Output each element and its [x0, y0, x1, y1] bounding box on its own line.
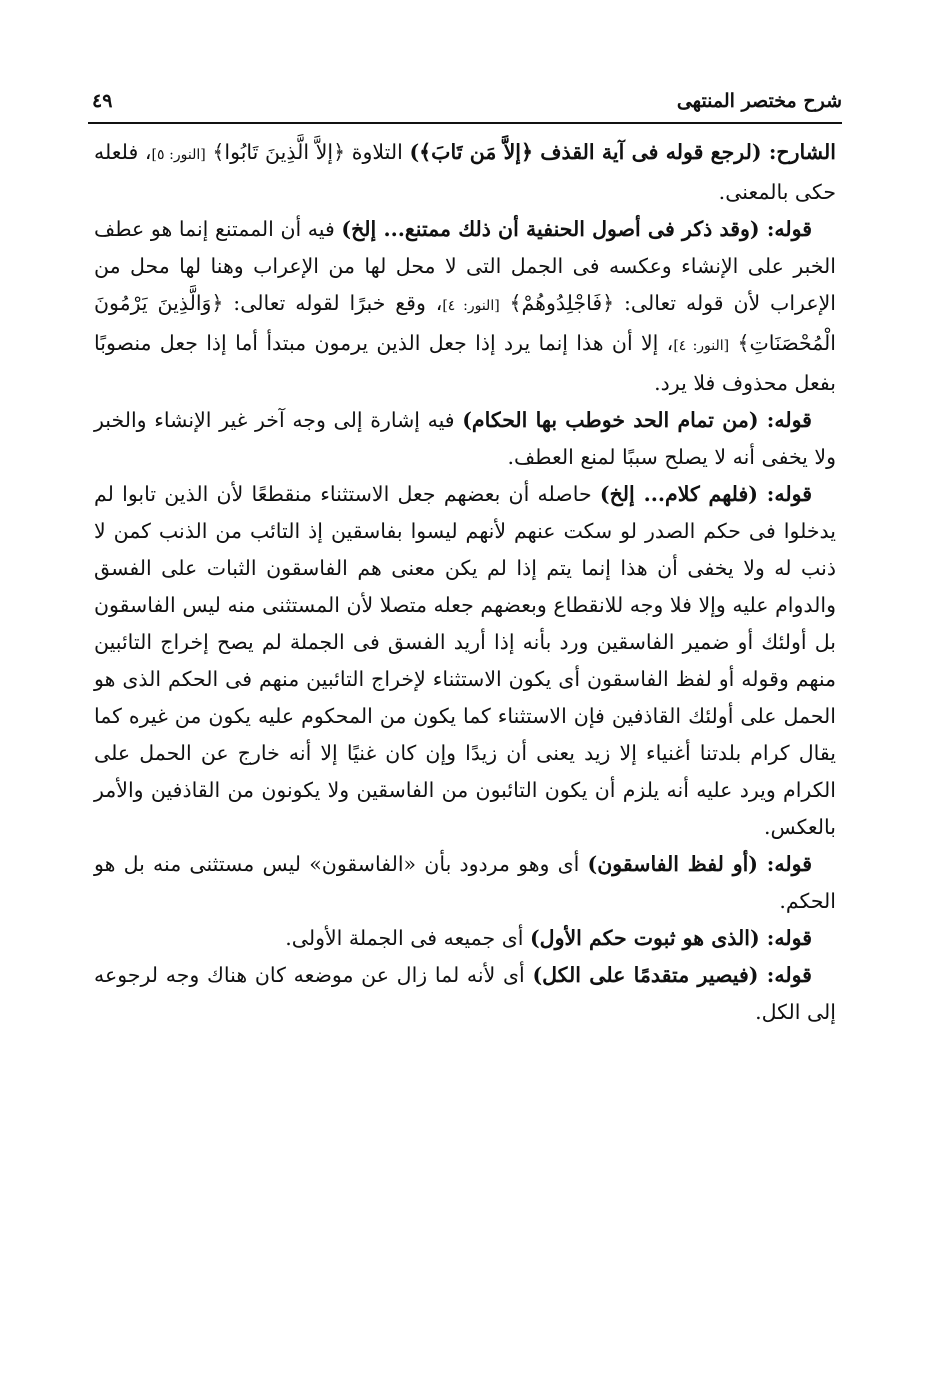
paragraph-text: أى وهو مردود بأن «الفاسقون» ليس مستثنى منه بل هو الحكم.	[94, 852, 836, 913]
paragraph-6	[94, 920, 836, 957]
paragraph-lead: قوله: (وقد ذكر فى أصول الحنفية أن ذلك ممتنع... إلخ)	[341, 217, 813, 241]
paragraph-lead: قوله: (فيصير متقدمًا على الكل)	[532, 963, 812, 987]
paragraph-text: التلاوة ﴿إلاَّ الَّذِينَ تَابُوا﴾	[205, 140, 410, 164]
header-rule	[88, 122, 842, 124]
paragraph-text: ، إلا أن هذا إنما يرد إذا جعل الذين يرمون مبتدأ أما إذا جعل منصوبًا بفعل محذوف فلا يرد.	[94, 331, 836, 395]
paragraph-text: ، فلعله حكى بالمعنى.	[94, 140, 836, 204]
paragraph-4	[94, 476, 836, 846]
paragraph-text: حاصله أن بعضهم جعل الاستثناء منقطعًا لأن الذين تابوا لم يدخلوا فى حكم الصدر لو سكت عنهم لأنهم ليسوا بفاسقين إذ التائب من الذنب كمن لا ذنب له ولا يخفى أن هذا إنما يتم إذا لم يكن معنى هم الفاسقون الثبات على الفسق والدوام عليه وإلا فلا وجه للانقطاع وبعضهم جعله متصلا لأن المستثنى منه ليس الفاسقون بل أولئك أو ضمير الفاسقين ورد بأنه إذا أريد الفسق فى الجملة لم يصح إخراج التائبين منهم وقوله أو لفظ الفاسقون أى يكون الاستثناء لإخراج التائبين منهم فى الحكم الذى هو الحمل على أولئك القاذفين فإن الاستثناء كما يكون من المحكوم عليه يكون من غيره كما يقال كرام بلدتنا أغنياء إلا زيد يعنى أن زيدًا وإن كان غنيًا إلا أنه خارج عن الحمل على الكرام ويرد عليه أنه يلزم أن يكون التائبون من الفاسقين ولا يكونون من القاذفين والأمر بالعكس.	[94, 482, 836, 839]
running-title: شرح مختصر المنتهى	[676, 90, 842, 112]
paragraph-lead: قوله: (من تمام الحد خوطب بها الحكام)	[462, 408, 812, 432]
quran-citation: [النور: ٥]	[151, 147, 206, 163]
paragraph-text: فيه أن الممتنع إنما هو عطف الخبر على الإنشاء وعكسه فى الجمل التى لا محل لها من الإعراب وهنا لها محل من الإعراب لأن قوله تعالى: ﴿فَاجْلِدُوهُمْ﴾	[94, 217, 836, 315]
paragraph-lead: قوله: (أو لفظ الفاسقون)	[587, 852, 813, 876]
paragraph-2	[94, 211, 836, 402]
paragraph-7	[94, 957, 836, 1031]
quran-citation: [النور: ٤]	[442, 298, 500, 314]
paragraph-text: ، وقع خبرًا لقوله تعالى: ﴿وَالَّذِينَ يَرْمُونَ الْمُحْصَنَاتِ﴾	[94, 291, 836, 355]
paragraph-lead: قوله: (فلهم كلام... إلخ)	[599, 482, 812, 506]
paragraph-5	[94, 846, 836, 920]
page-header	[88, 88, 842, 118]
paragraph-text: أى جميعه فى الجملة الأولى.	[285, 926, 530, 950]
page-body	[94, 134, 836, 1031]
paragraph-1	[94, 134, 836, 211]
paragraph-lead: قوله: (الذى هو ثبوت حكم الأول)	[529, 926, 812, 950]
paragraph-lead: الشارح: (لرجع قوله فى آية القذف ﴿إلاَّ مَن تَابَ﴾)	[409, 140, 836, 164]
paragraph-text: فيه إشارة إلى وجه آخر غير الإنشاء والخبر ولا يخفى أنه لا يصلح سببًا لمنع العطف.	[94, 408, 836, 469]
quran-citation: [النور: ٤]	[673, 338, 730, 354]
paragraph-text: أى لأنه لما زال عن موضعه كان هناك وجه لرجوعه إلى الكل.	[94, 963, 836, 1024]
paragraph-3	[94, 402, 836, 476]
page-number: ٤٩	[92, 90, 113, 112]
